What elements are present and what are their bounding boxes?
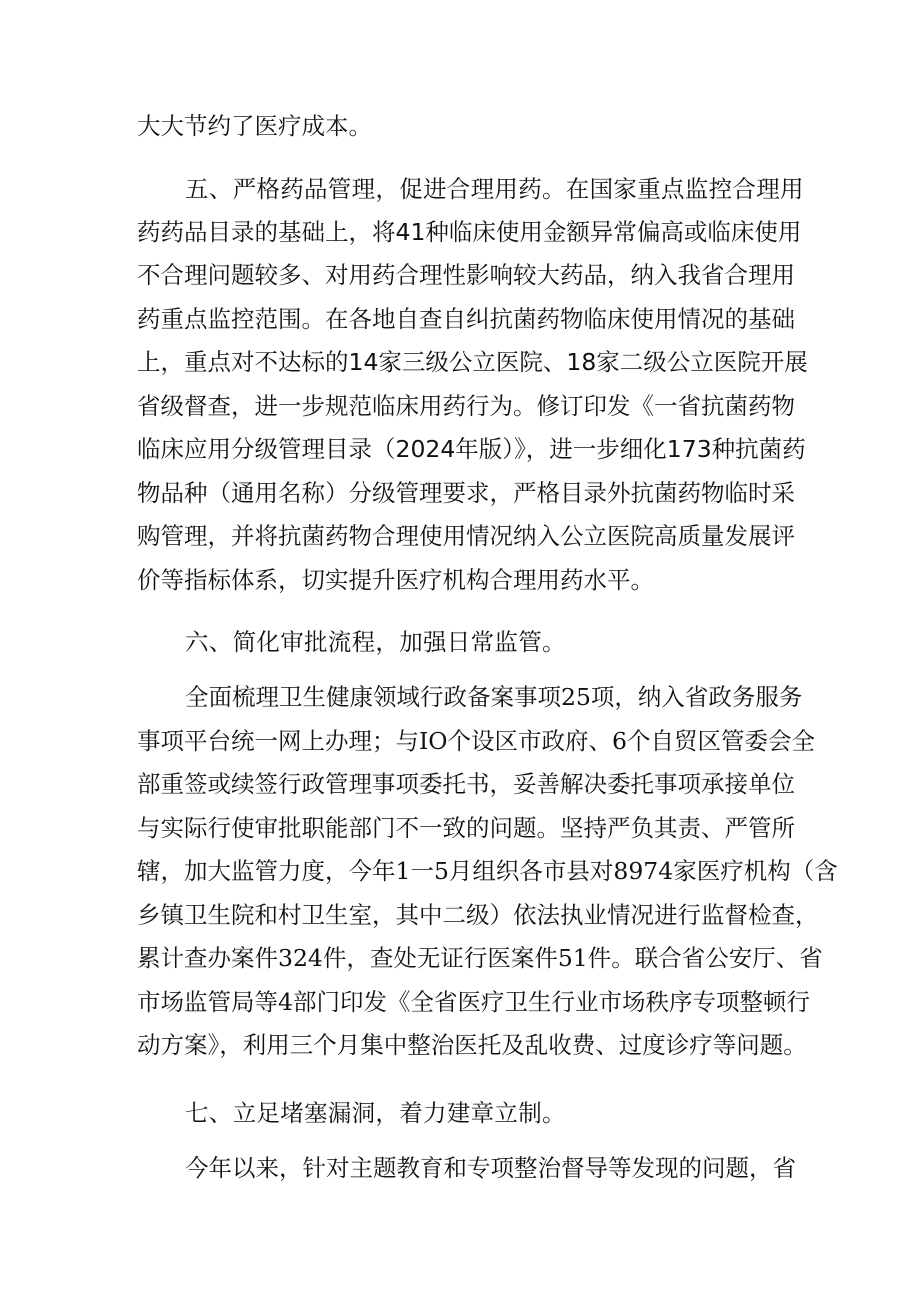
paragraph-line: 购管理，并将抗菌药物合理使用情况纳入公立医院高质量发展评	[137, 522, 795, 550]
paragraph-line: 今年以来，针对主题教育和专项整治督导等发现的问题，省	[185, 1154, 796, 1182]
paragraph-line: 辖，加大监管力度，今年1一5月组织各市县对8974家医疗机构（含	[137, 857, 838, 885]
paragraph-line: 省级督查，进一步规范临床用药行为。修订印发《一省抗菌药物	[137, 392, 795, 420]
section-heading-5: 五、严格药品管理，促进合理用药。在国家重点监控合理用	[185, 175, 804, 203]
section-heading-7: 七、立足堵塞漏洞，着力建章立制。	[185, 1099, 566, 1127]
paragraph-line: 全面梳理卫生健康领域行政备案事项25项，纳入省政务服务	[185, 683, 803, 711]
paragraph-line: 部重签或续签行政管理事项委托书，妥善解决委托事项承接单位	[137, 770, 795, 798]
paragraph-line: 药重点监控范围。在各地自查自纠抗菌药物临床使用情况的基础	[137, 305, 795, 333]
paragraph-line: 乡镇卫生院和村卫生室，其中二级）依法执业情况进行监督检查，	[137, 901, 819, 929]
paragraph-line: 价等指标体系，切实提升医疗机构合理用药水平。	[137, 566, 654, 594]
paragraph-line: 动方案》，利用三个月集中整治医托及乱收费、过度诊疗等问题。	[137, 1031, 807, 1059]
paragraph-line: 市场监管局等4部门印发《全省医疗卫生行业市场秩序专项整顿行	[137, 988, 810, 1016]
paragraph-line: 不合理问题较多、对用药合理性影响较大药品，纳入我省合理用	[137, 261, 795, 289]
paragraph-line: 上，重点对不达标的14家三级公立医院、18家二级公立医院开展	[137, 348, 808, 376]
section-heading-6: 六、简化审批流程，加强日常监管。	[185, 628, 566, 656]
paragraph-line: 事项平台统一网上办理；与IO个设区市政府、6个自贸区管委会全	[137, 727, 815, 755]
paragraph-line: 累计查办案件324件，查处无证行医案件51件。联合省公安厅、省	[137, 944, 823, 972]
paragraph-line: 大大节约了医疗成本。	[137, 112, 372, 140]
paragraph-line: 物品种（通用名称）分级管理要求，严格目录外抗菌药物临时采	[137, 479, 795, 507]
paragraph-line: 临床应用分级管理目录（2024年版）》，进一步细化173种抗菌药	[137, 435, 806, 463]
paragraph-line: 与实际行使审批职能部门不一致的问题。坚持严负其责、严管所	[137, 814, 795, 842]
paragraph-line: 药药品目录的基础上，将41种临床使用金额异常偏高或临床使用	[137, 218, 802, 246]
